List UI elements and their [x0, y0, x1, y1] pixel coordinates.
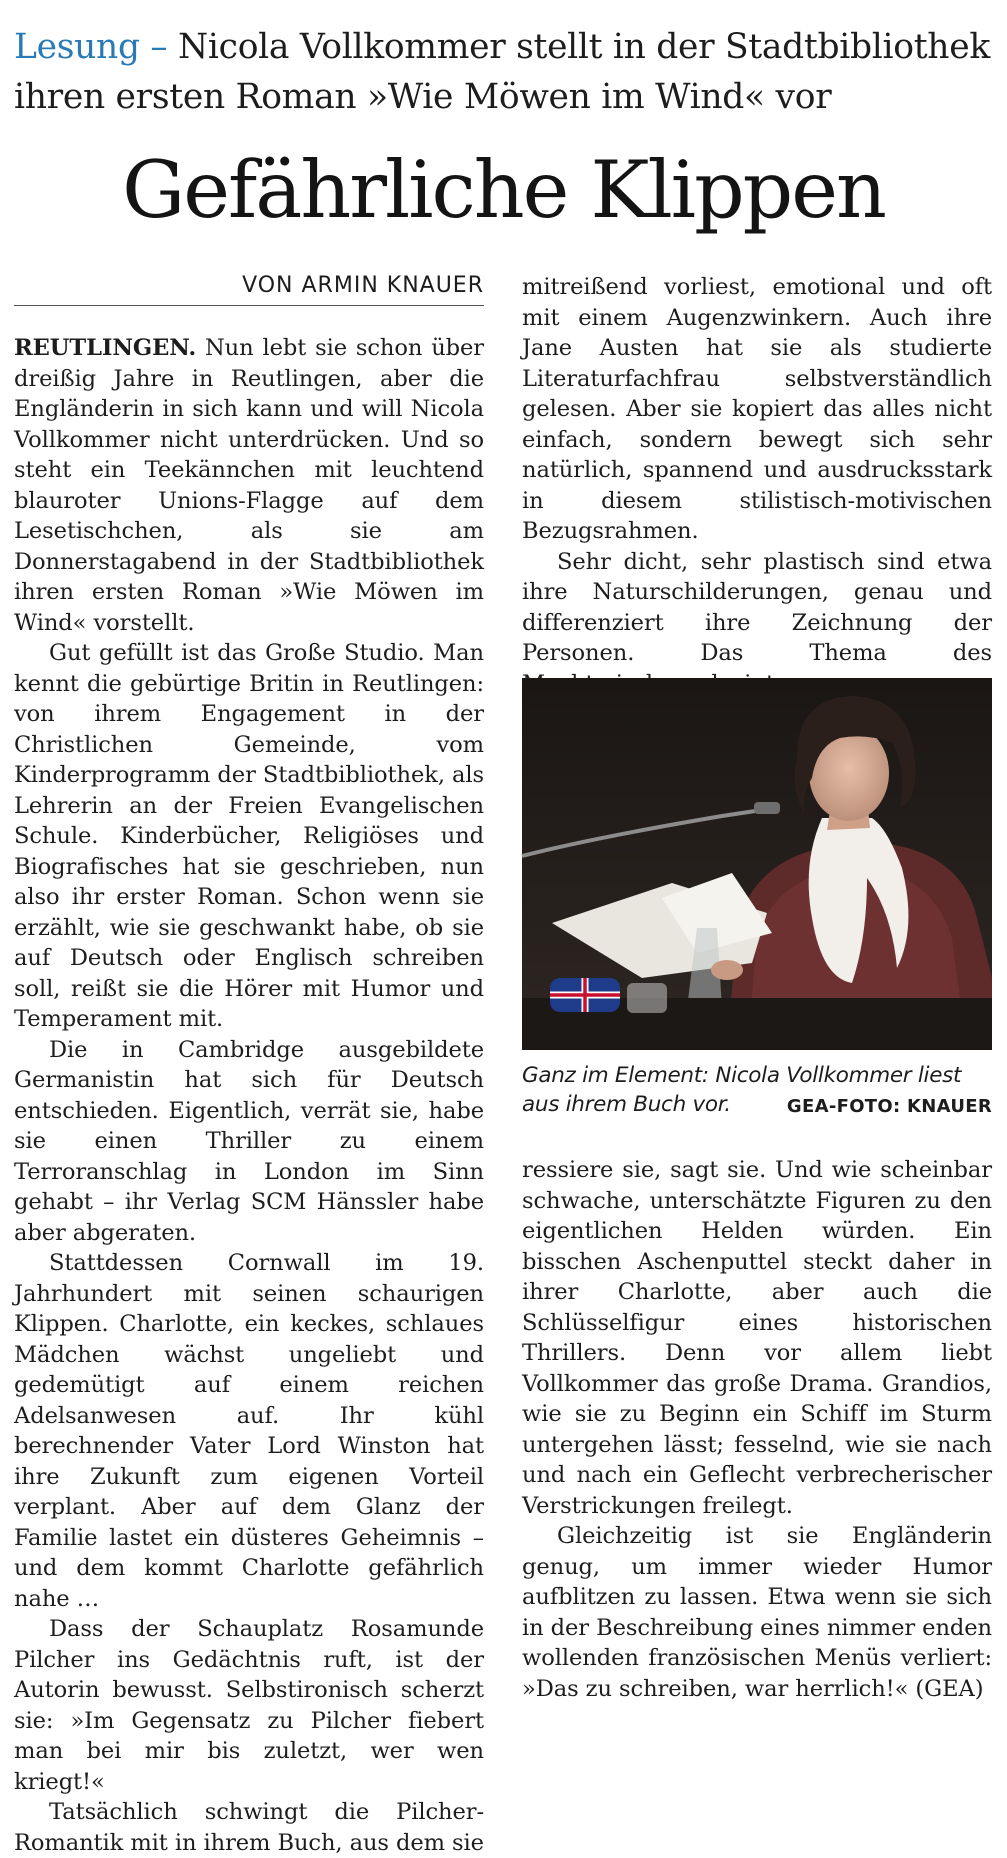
- article-paragraph: Stattdessen Cornwall im 19. Jahrhundert mit seinen schaurigen Klippen. Charlotte, ein keckes, schlaues Mädchen wächst ungeliebt und gedemütigt auf einem reichen Adelsanwesen auf. Ihr kühl berechnender Vater Lord Winston hat ihre Zukunft zum eigenen Vorteil verplant. Aber auf dem Glanz der Familie lastet ein düsteres Geheimnis – und dem kommt Charlotte gefährlich nahe …: [14, 1250, 484, 1612]
- article-paragraph: Tatsächlich schwingt die Pilcher-Romantik mit in ihrem Buch, aus dem sie: [14, 1799, 484, 1856]
- article-paragraph: Gleichzeitig ist sie Engländerin genug, um immer wieder Humor aufblitzen zu lassen. Etwa wenn sie sich in der Beschreibung eines nimmer enden wollenden französischen Menüs verliert: »Das zu schreiben, war herrlich!« (GEA): [522, 1523, 992, 1702]
- article-paragraph: Gut gefüllt ist das Große Studio. Man kennt die gebürtige Britin in Reutlingen: von ihrem Engagement in der Christlichen Gemeinde, vom Kinderprogramm der Stadtbibliothek, als Lehrerin an der Freien Evangelischen Schule. Kinderbücher, Religiöses und Biografisches hat sie geschrieben, nun also ihr erster Roman. Schon wenn sie erzählt, wie sie geschwankt habe, ob sie auf Deutsch oder Englisch schreiben soll, reißt sie die Hörer mit Humor und Temperament mit.: [14, 640, 484, 1032]
- kicker-text: Nicola Vollkommer stellt in der Stadtbibliothek ihren ersten Roman »Wie Möwen im Wind« vor: [14, 27, 990, 117]
- article-column-1: [14, 333, 484, 1856]
- kicker-keyword: Lesung –: [14, 27, 168, 67]
- article-paragraph: [14, 333, 484, 638]
- byline-rule: [14, 305, 484, 306]
- article-photo: [522, 678, 992, 1050]
- photo-reader-at-lectern: [522, 678, 992, 1050]
- article-paragraph: Dass der Schauplatz Rosamunde Pilcher ins Gedächtnis ruft, ist der Autorin bewusst. Selbstironisch scherzt sie: »Im Gegensatz zu Pilcher fiebert man bei mir bis zuletzt, wer wen kriegt!«: [14, 1616, 484, 1795]
- headline: Gefährliche Klippen: [122, 144, 885, 236]
- article-column-2-top: [522, 272, 992, 666]
- paragraph-text: Nun lebt sie schon über dreißig Jahre in Reutlingen, aber die Engländerin in sich kann und will Nicola Vollkommer nicht unterdrücken. Und so steht ein Teekännchen mit leuchtend blauroter Unions-Flagge auf dem Lesetischchen, als sie am Donnerstagabend in der Stadtbibliothek ihren ersten Roman »Wie Möwen im Wind« vorstellt.: [14, 335, 484, 636]
- article-paragraph: Die in Cambridge ausgebildete Germanistin hat sich für Deutsch entschieden. Eigentlich, verrät sie, habe sie einen Thriller zu einem Terroranschlag in London im Sinn gehabt – ihr Verlag SCM Hänssler habe aber abgeraten.: [14, 1036, 484, 1246]
- kicker: [14, 22, 994, 122]
- article-paragraph: Sehr dicht, sehr plastisch sind etwa ihre Naturschilderungen, genau und differenziert ihre Zeichnung der Personen. Das Thema des: [522, 548, 992, 666]
- dateline: REUTLINGEN.: [14, 335, 197, 361]
- article-column-2-bottom: [522, 1155, 992, 1702]
- photo-credit: GEA-FOTO: KNAUER: [786, 1096, 992, 1117]
- article-paragraph: ressiere sie, sagt sie. Und wie scheinbar schwache, unterschätzte Figuren zu den eigentlichen Helden würden. Ein bisschen Aschenputtel steckt daher in ihrer Charlotte, aber auch die Schlüsselfigur eines historischen Thrillers. Denn vor allem liebt Vollkommer das große Drama. Grandios, wie sie zu Beginn ein Schiff im Sturm untergehen lässt; fesselnd, wie sie nach und nach ein Geflecht verbrecherischer Verstrickungen freilegt.: [522, 1157, 992, 1519]
- photo-caption: Ganz im Element: Nicola Vollkommer liest aus ihrem Buch vor.: [522, 1063, 962, 1117]
- byline: VON ARMIN KNAUER: [242, 273, 484, 298]
- article-paragraph: mitreißend vorliest, emotional und oft mit einem Augenzwinkern. Auch ihre Jane Austen hat sie als studierte Literaturfachfrau selbstverständlich gelesen. Aber sie kopiert das alles nicht einfach, sondern bewegt sich sehr natürlich, spannend und ausdrucksstark in diesem stilistisch-motivischen Bezugsrahmen.: [522, 274, 992, 544]
